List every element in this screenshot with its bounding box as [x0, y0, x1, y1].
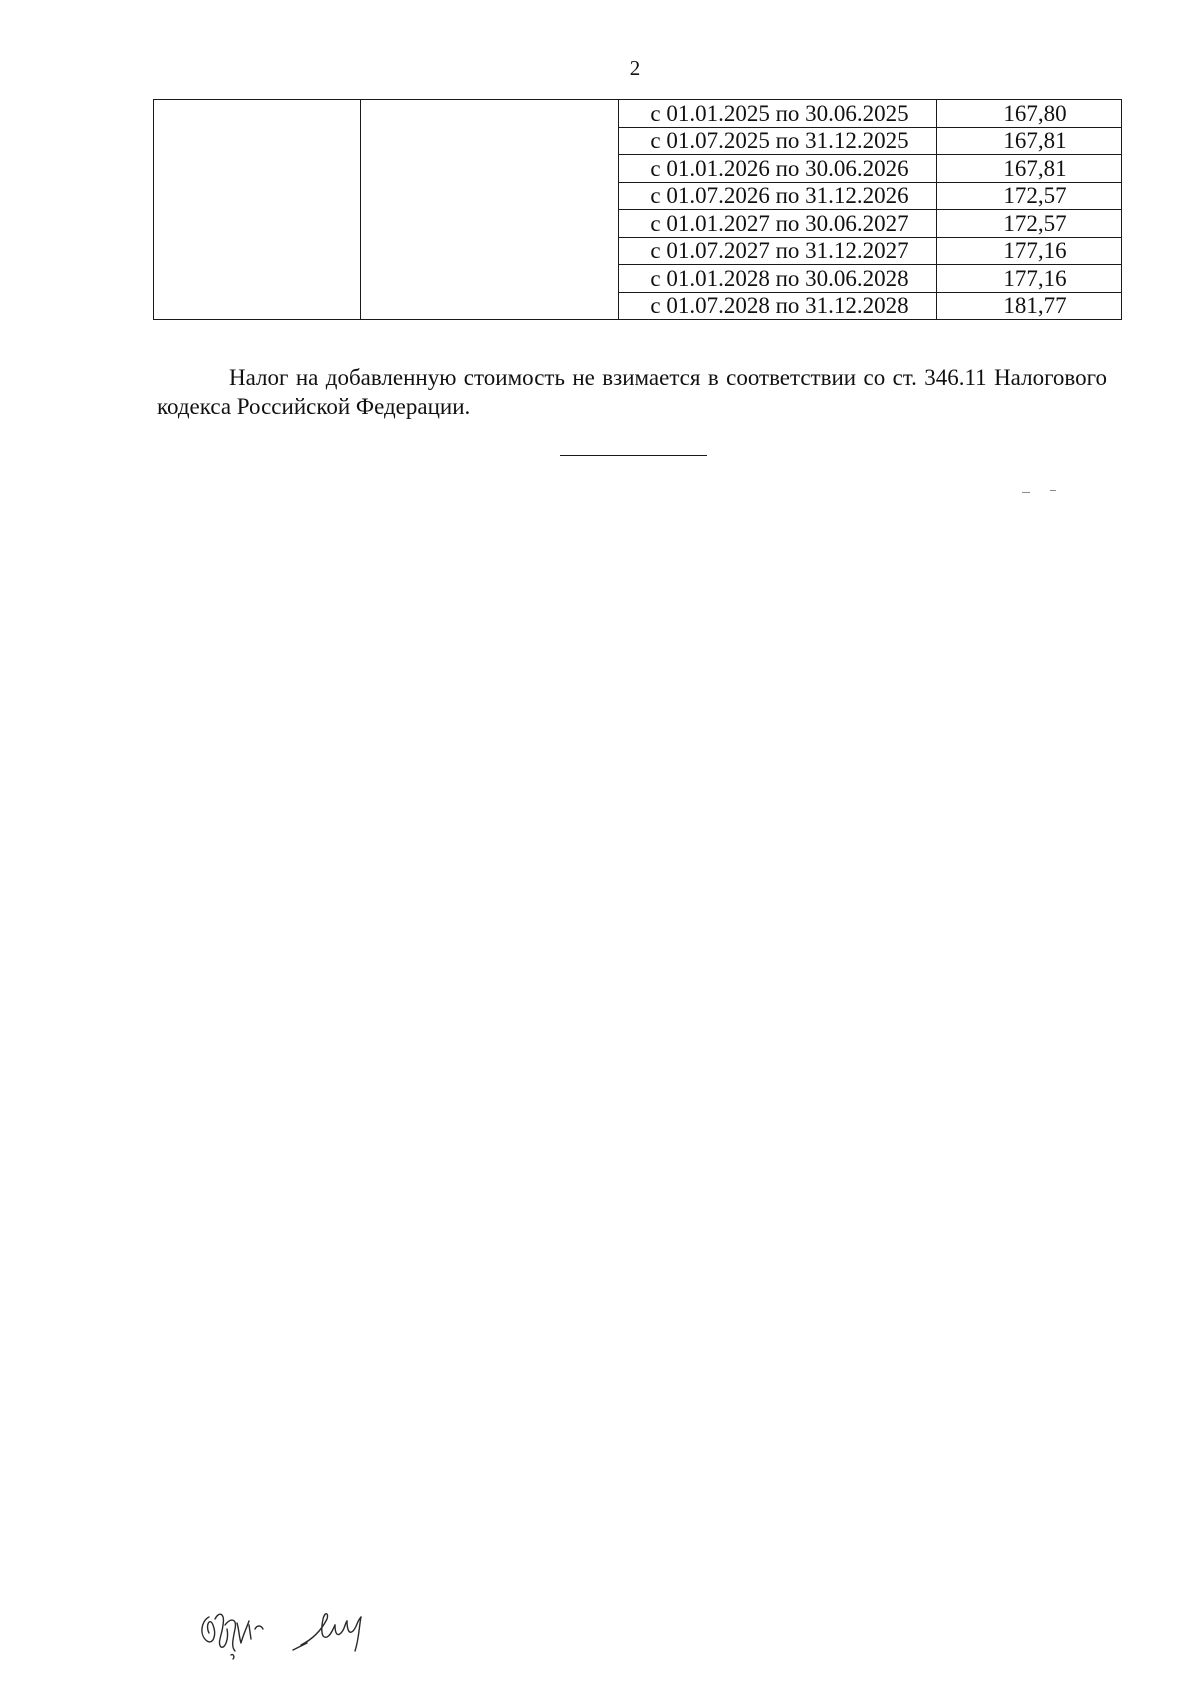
price-cell: 177,16	[937, 237, 1122, 265]
price-cell: 172,57	[937, 210, 1122, 238]
empty-cell-first-column	[154, 100, 361, 320]
table-row	[154, 100, 1122, 128]
period-cell: с 01.01.2027 по 30.06.2027	[619, 210, 937, 238]
price-cell: 167,81	[937, 127, 1122, 155]
price-cell: 172,57	[937, 182, 1122, 210]
period-cell: с 01.01.2028 по 30.06.2028	[619, 265, 937, 293]
period-cell: с 01.07.2027 по 31.12.2027	[619, 237, 937, 265]
period-cell: с 01.01.2026 по 30.06.2026	[619, 155, 937, 183]
period-cell: с 01.07.2026 по 31.12.2026	[619, 182, 937, 210]
period-cell: с 01.07.2025 по 31.12.2025	[619, 127, 937, 155]
handwritten-signatures	[195, 1595, 435, 1665]
price-cell: 177,16	[937, 265, 1122, 293]
signature-scrawl	[293, 1614, 361, 1651]
end-of-document-rule	[560, 455, 707, 456]
price-cell: 167,81	[937, 155, 1122, 183]
scan-speck	[1050, 490, 1056, 491]
initials-scrawl	[202, 1614, 263, 1659]
price-cell: 167,80	[937, 100, 1122, 128]
page-number: 2	[629, 56, 641, 80]
tariff-table	[153, 99, 1122, 320]
scan-speck	[1022, 492, 1030, 493]
vat-note-text: Налог на добавленную стоимость не взимается в соответствии со ст. 346.11 Налогового кодекса Российской Федерации.	[157, 365, 1107, 419]
period-cell: с 01.01.2025 по 30.06.2025	[619, 100, 937, 128]
period-cell: с 01.07.2028 по 31.12.2028	[619, 292, 937, 320]
vat-note	[157, 363, 1107, 421]
empty-cell-second-column	[361, 100, 619, 320]
price-cell: 181,77	[937, 292, 1122, 320]
